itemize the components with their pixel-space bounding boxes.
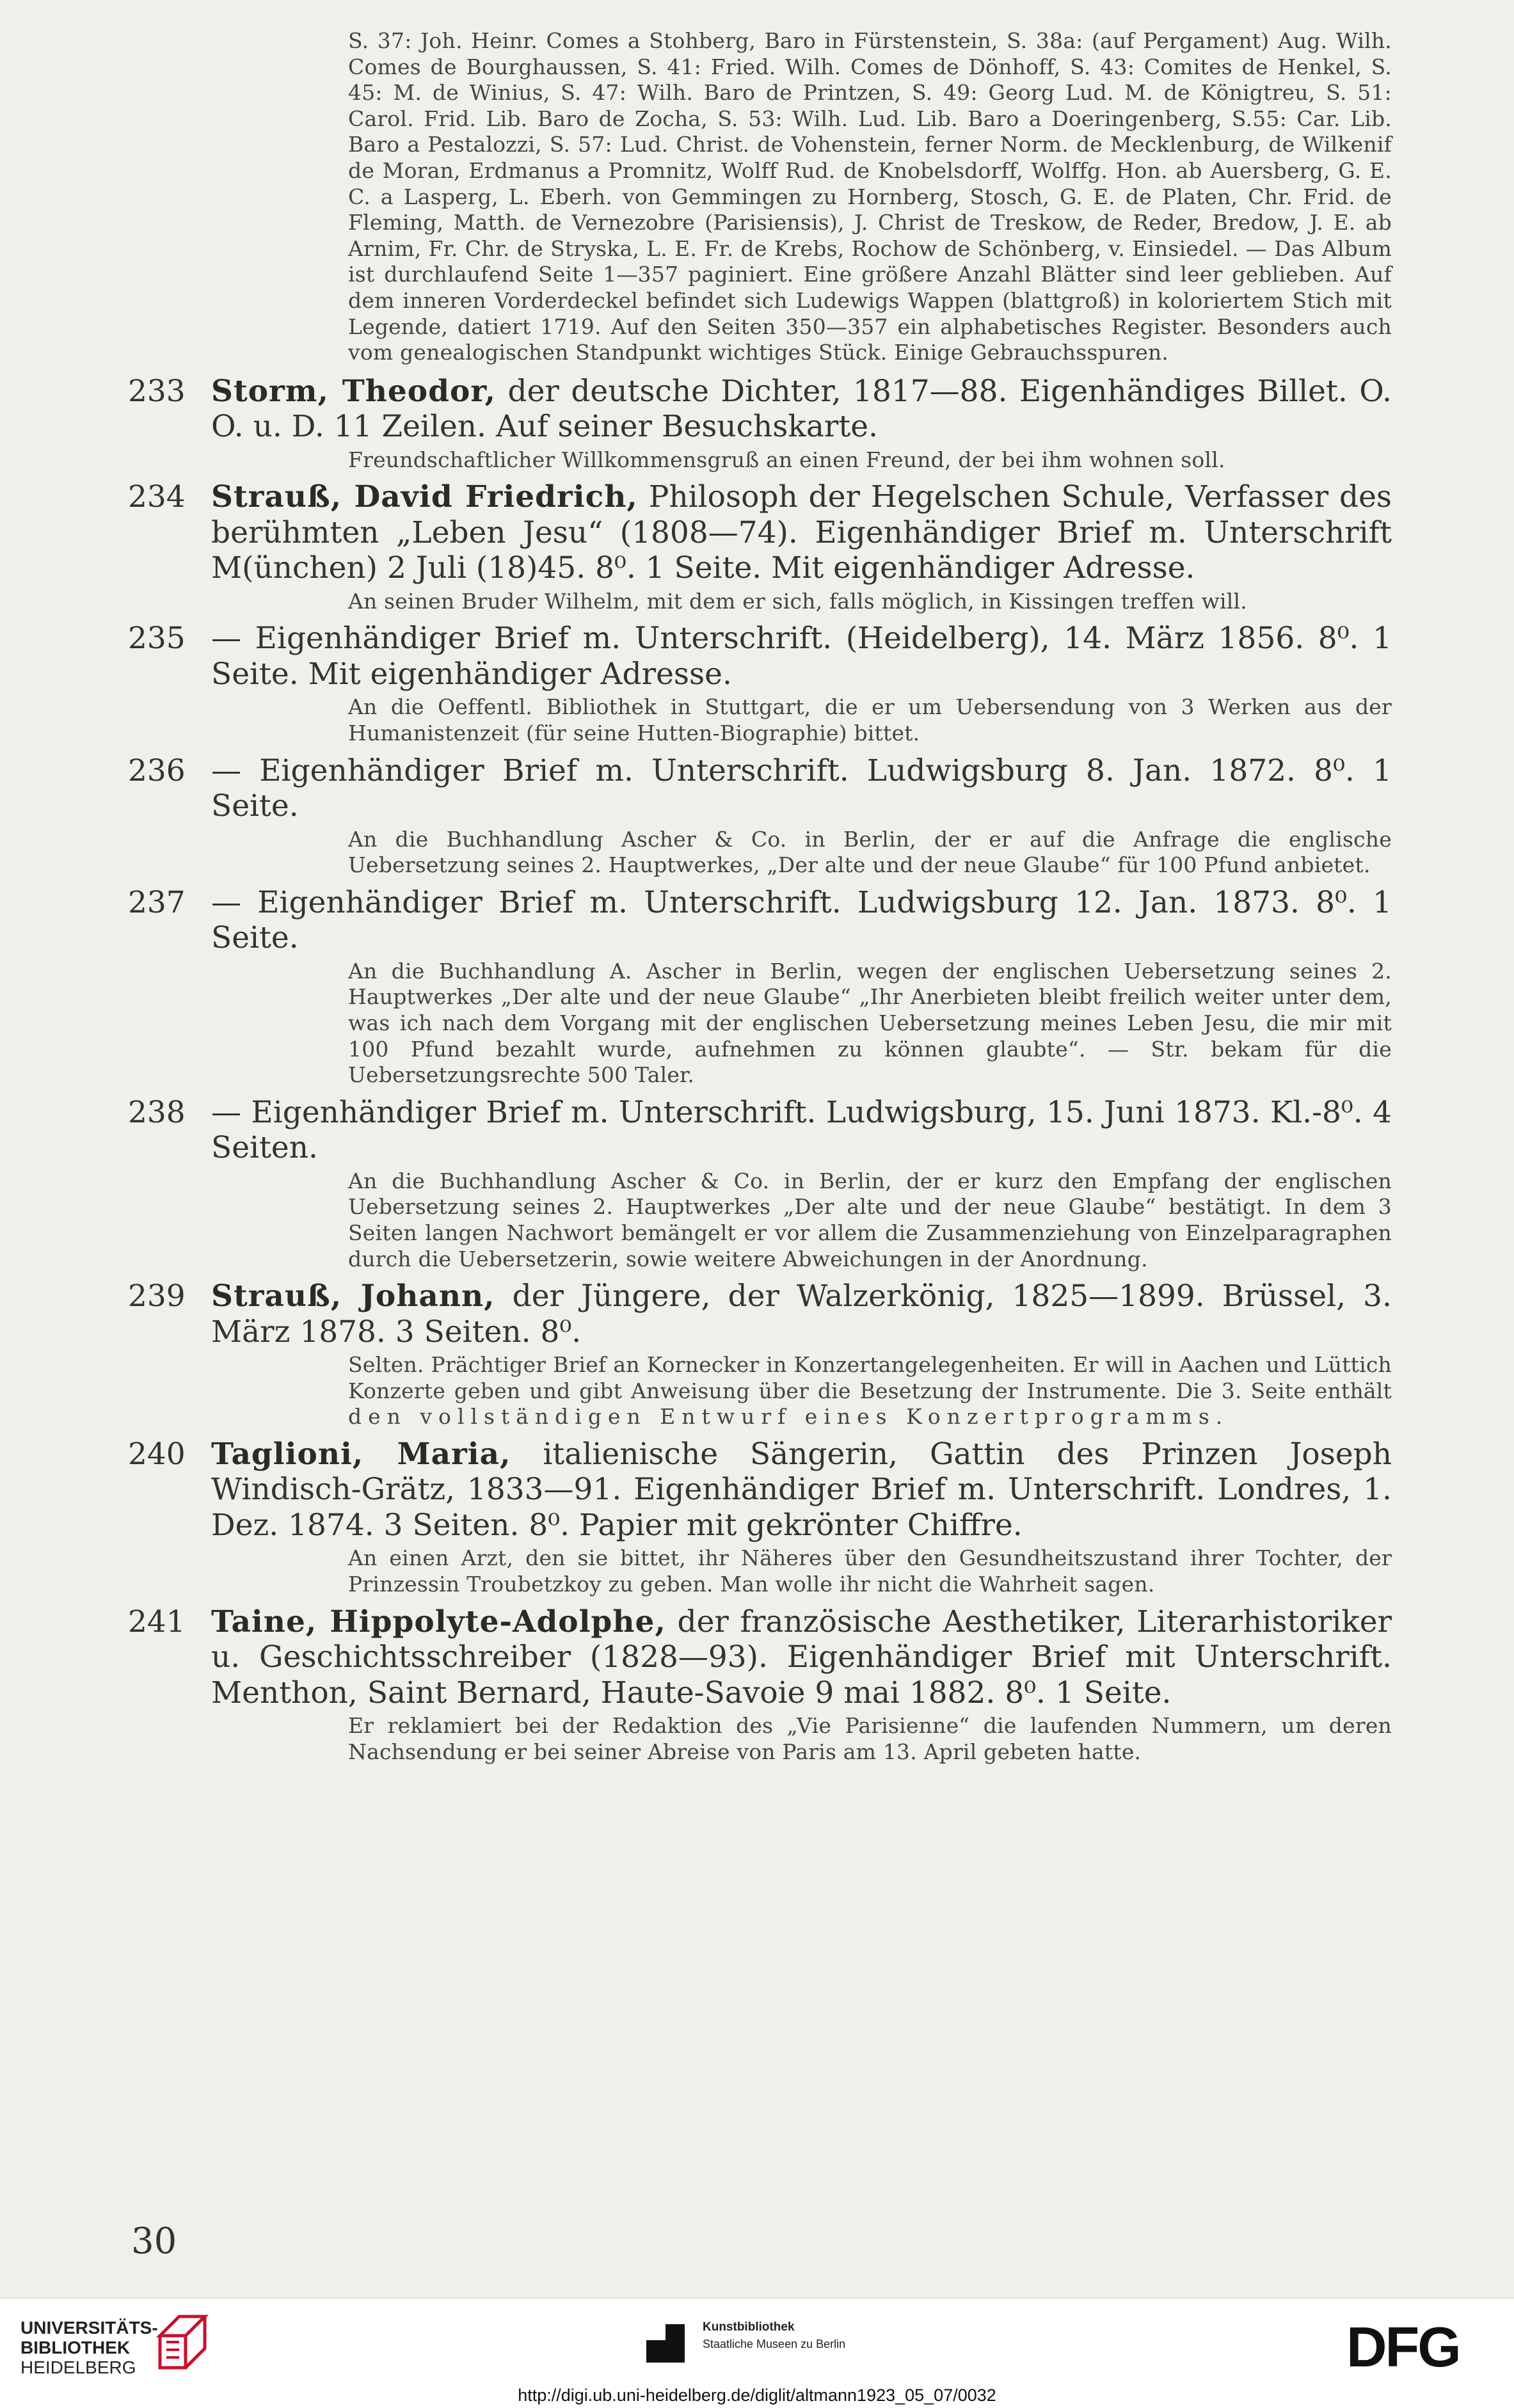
catalog-content xyxy=(128,28,1392,1771)
ub-logo-line: UNIVERSITÄTS- xyxy=(20,2318,158,2338)
entry-number: 237 xyxy=(128,884,186,920)
entry-description: An die Buchhandlung Ascher & Co. in Berlin, der er kurz den Empfang der englischen Uebersetzung seines 2. Hauptwerkes „Der alte und der neue Glaube“ bestätigt. In dem 3 Seiten langen Nachwort bemängelt er vor allem die Zusammenziehung von Einzelparagraphen durch die Uebersetzerin, sowie weitere Abweichungen in der Anordnung. xyxy=(348,1168,1392,1272)
catalog-entry-238 xyxy=(128,1095,1392,1272)
entry-heading xyxy=(128,753,1392,824)
entry-heading xyxy=(128,884,1392,956)
catalog-entry-241 xyxy=(128,1604,1392,1766)
entry-heading xyxy=(128,373,1392,445)
entry-heading-text: — Eigenhändiger Brief m. Unterschrift. (Heidelberg), 14. März 1856. 8⁰. 1 Seite. Mit eigenhändiger Adresse. xyxy=(211,621,1392,692)
entry-number: 233 xyxy=(128,373,186,409)
catalog-entry-239 xyxy=(128,1279,1392,1430)
entry-heading-text: Philosoph der Hegelschen Schule, Verfasser des berühmten „Leben Jesu“ (1808—74). Eigenhändiger Brief m. Unterschrift M(ünchen) 2 Juli (18)45. 8⁰. 1 Seite. Mit eigenhändiger Adresse. xyxy=(211,479,1392,586)
entry-heading-text: der Jüngere, der Walzerkönig, 1825—1899. Brüssel, 3. März 1878. 3 Seiten. 8⁰. xyxy=(211,1279,1392,1350)
catalog-entry-233 xyxy=(128,374,1392,474)
entry-heading xyxy=(128,1279,1392,1350)
kunstbibliothek-logo-text[interactable] xyxy=(703,2319,845,2352)
catalog-entry-236 xyxy=(128,753,1392,879)
entry-description xyxy=(348,1352,1392,1430)
kunstbibliothek-logo-icon xyxy=(643,2321,688,2366)
entry-number: 235 xyxy=(128,621,186,657)
catalog-entry-234 xyxy=(128,479,1392,614)
ub-logo-line: BIBLIOTHEK xyxy=(20,2338,131,2357)
entry-description: An die Buchhandlung A. Ascher in Berlin, wegen der englischen Uebersetzung seines 2. Hauptwerkes „Der alte und der neue Glaube“ „Ihr Anerbieten bleibt freilich weiter unter dem, was ich nach dem Vorgang mit der englischen Uebersetzung meines Leben Jesu, die mir mit 100 Pfund bezahlt wurde, aufnehmen zu können glaubte“. — Str. bekam für die Uebersetzungsrechte 500 Taler. xyxy=(348,958,1392,1088)
entry-heading-text: — Eigenhändiger Brief m. Unterschrift. Ludwigsburg 8. Jan. 1872. 8⁰. 1 Seite. xyxy=(211,753,1392,824)
catalog-entry-237 xyxy=(128,885,1392,1088)
entry-name: Strauß, David Friedrich, xyxy=(211,479,638,515)
entry-number: 240 xyxy=(128,1436,186,1472)
entry-name: Strauß, Johann, xyxy=(211,1279,495,1314)
entry-name: Storm, Theodor, xyxy=(211,373,497,409)
entry-heading-text: der französische Aesthetiker, Literarhistoriker u. Geschichtsschreiber (1828—93). Eigenhändiger Brief mit Unterschrift. Menthon, Saint Bernard, Haute-Savoie 9 mai 1882. 8⁰. 1 Seite. xyxy=(211,1604,1392,1710)
intro-paragraph: S. 37: Joh. Heinr. Comes a Stohberg, Baro in Fürstenstein, S. 38a: (auf Pergament) Aug. Wilh. Comes de Bourghaussen, S. 41: Fried. Wilh. Comes de Dönhoff, S. 43: Comites de Henkel, S. 45: M. de Winius, S. 47: Wilh. Baro de Printzen, S. 49: Georg Lud. M. de Königtreu, S. 51: Carol. Frid. Lib. Baro de Zocha, S. 53: Wilh. Lud. Lib. Baro a Doeringenberg, S.55: Car. Lib. Baro a Pestalozzi, S. 57: Lud. Christ. de Vohenstein, ferner Norm. de Mecklenburg, de Wilkenif de Moran, Erdmanus a Promnitz, Wolff Rud. de Knobelsdorff, Wolffg. Hon. ab Auersberg, G. E. C. a Lasperg, L. Eberh. von Gemmingen zu Hornberg, Stosch, G. E. de Platen, Chr. Frid. de Fleming, Matth. de Vernezobre (Parisiensis), J. Christ de Treskow, de Reder, Bredow, J. E. ab Arnim, Fr. Chr. de Stryska, L. E. Fr. de Krebs, Rochow de Schönberg, v. Einsiedel. — Das Album ist durchlaufend Seite 1—357 paginiert. Eine größere Anzahl Blätter sind leer geblieben. Auf dem inneren Vorderdeckel befindet sich Ludewigs Wappen (blattgroß) in koloriertem Stich mit Legende, datiert 1719. Auf den Seiten 350—357 ein alphabetisches Register. Besonders auch vom genealogischen Standpunkt wichtiges Stück. Einige Gebrauchsspuren. xyxy=(348,28,1392,365)
entry-heading xyxy=(128,1604,1392,1711)
entry-heading xyxy=(128,479,1392,586)
entry-number: 238 xyxy=(128,1094,186,1130)
entry-description: An die Oeffentl. Bibliothek in Stuttgart, die er um Uebersendung von 3 Werken aus der Humanistenzeit (für seine Hutten-Biographie) bittet. xyxy=(348,694,1392,746)
entry-description: An die Buchhandlung Ascher & Co. in Berlin, der er auf die Anfrage die englische Uebersetzung seines 2. Hauptwerkes, „Der alte und der neue Glaube“ für 100 Pfund anbietet. xyxy=(348,826,1392,878)
page-number: 30 xyxy=(131,2221,177,2262)
entry-heading xyxy=(128,1436,1392,1543)
ub-logo-line: HEIDELBERG xyxy=(20,2357,136,2377)
entry-heading xyxy=(128,621,1392,692)
catalog-entry-240 xyxy=(128,1437,1392,1598)
entry-description-text: Selten. Prächtiger Brief an Kornecker in Konzertangelegenheiten. Er will in Aachen und Lüttich Konzerte geben und gibt Anweisung über die Besetzung der Instrumente. Die 3. Seite enthält xyxy=(348,1352,1392,1403)
entry-number: 234 xyxy=(128,479,186,515)
entry-name: Taine, Hippolyte-Adolphe, xyxy=(211,1604,666,1639)
entry-heading-text: der deutsche Dichter, 1817—88. Eigenhändiges Billet. O. O. u. D. 11 Zeilen. Auf seiner Besuchskarte. xyxy=(211,373,1392,445)
entry-number: 239 xyxy=(128,1279,186,1314)
kb-subtitle: Staatliche Museen zu Berlin xyxy=(703,2338,846,2350)
entry-heading-text: — Eigenhändiger Brief m. Unterschrift. Ludwigsburg, 15. Juni 1873. Kl.-8⁰. 4 Seiten. xyxy=(211,1094,1392,1166)
entry-number: 236 xyxy=(128,753,186,788)
page-url[interactable]: http://digi.ub.uni-heidelberg.de/diglit/altmann1923_05_07/0032 xyxy=(0,2382,1514,2408)
entry-description: Er reklamiert bei der Redaktion des „Vie Parisienne“ die laufenden Nummern, um deren Nachsendung er bei seiner Abreise von Paris am 13. April gebeten hatte. xyxy=(348,1713,1392,1764)
dfg-logo[interactable]: DFG xyxy=(1346,2315,1460,2379)
entry-description: An einen Arzt, den sie bittet, ihr Näheres über den Gesundheitszustand ihrer Tochter, der Prinzessin Troubetzkoy zu geben. Man wolle ihr nicht die Wahrheit sagen. xyxy=(348,1545,1392,1597)
entry-number: 241 xyxy=(128,1604,186,1639)
entry-description-spaced: den vollständigen Entwurf eines Konzertprogramms. xyxy=(348,1404,1229,1430)
kb-title: Kunstbibliothek xyxy=(703,2320,795,2334)
entry-heading-text: italienische Sängerin, Gattin des Prinzen Joseph Windisch-Grätz, 1833—91. Eigenhändiger Brief m. Unterschrift. Londres, 1. Dez. 1874. 3 Seiten. 8⁰. Papier mit gekrönter Chiffre. xyxy=(211,1436,1392,1543)
ub-heidelberg-logo[interactable] xyxy=(20,2318,158,2377)
entry-name: Taglioni, Maria, xyxy=(211,1436,511,1472)
entry-description: An seinen Bruder Wilhelm, mit dem er sich, falls möglich, in Kissingen treffen will. xyxy=(348,588,1247,614)
entry-heading-text: — Eigenhändiger Brief m. Unterschrift. Ludwigsburg 12. Jan. 1873. 8⁰. 1 Seite. xyxy=(211,884,1392,956)
ub-book-icon xyxy=(154,2310,211,2374)
entry-heading xyxy=(128,1094,1392,1166)
entry-description: Freundschaftlicher Willkommensgruß an einen Freund, der bei ihm wohnen soll. xyxy=(348,447,1225,472)
footer-bar xyxy=(0,2297,1514,2384)
catalog-entry-235 xyxy=(128,621,1392,746)
